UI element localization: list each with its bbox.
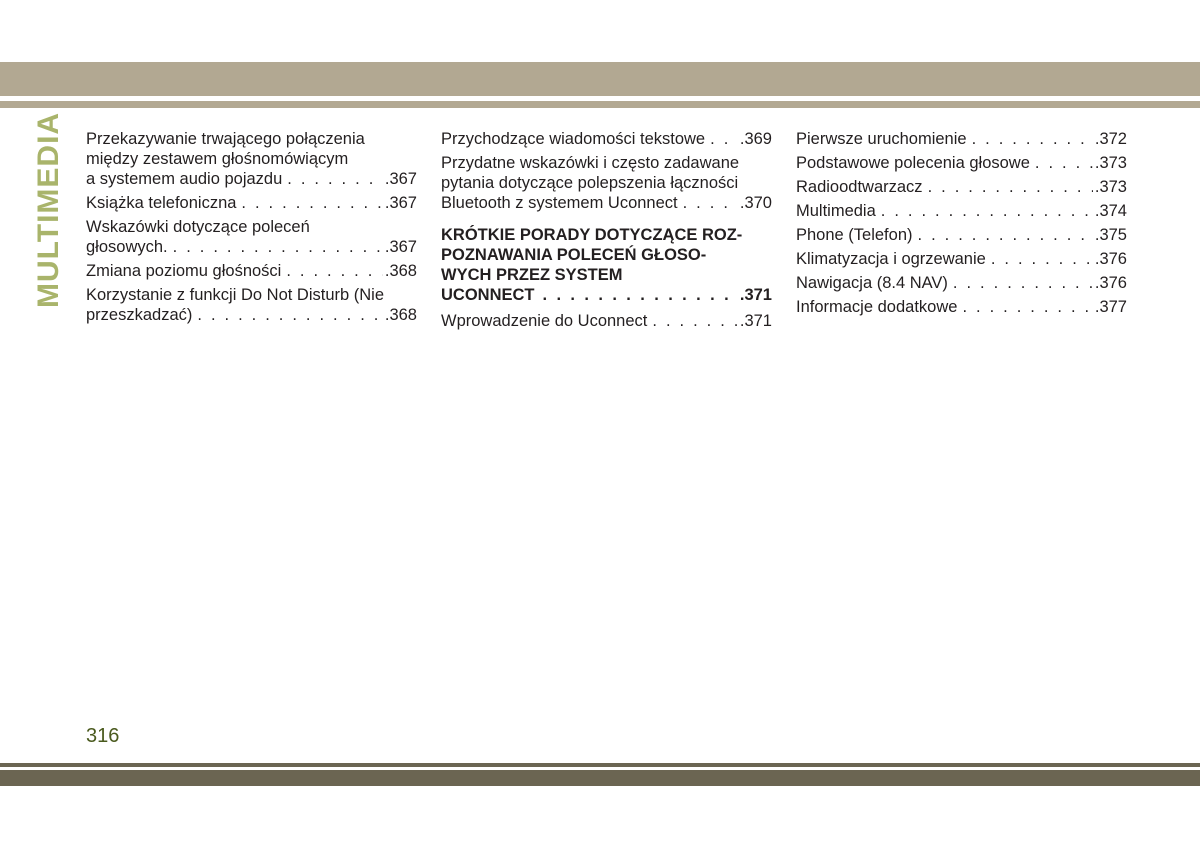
toc-entry[interactable] [86, 217, 417, 257]
dot-leader [236, 193, 382, 213]
toc-entry-text: POZNAWANIA POLECEŃ GŁOSO- [441, 246, 707, 264]
toc-entry-text: Nawigacja (8.4 NAV) [796, 274, 948, 292]
toc-page-ref: .373 [1094, 178, 1127, 196]
toc-entry[interactable] [796, 273, 1127, 293]
toc-page-ref: .372 [1094, 130, 1127, 148]
dot-leader [1030, 153, 1093, 173]
toc-entry[interactable] [796, 201, 1127, 221]
toc-entry-text: UCONNECT [441, 286, 535, 304]
toc-entry-text: Informacje dodatkowe [796, 298, 958, 316]
toc-page-ref: .376 [1094, 250, 1127, 268]
toc-entry-text: Multimedia [796, 202, 876, 220]
toc-entry-text: Bluetooth z systemem Uconnect [441, 194, 678, 212]
toc-entry-text: Radioodtwarzacz [796, 178, 923, 196]
toc-entry-text: Wskazówki dotyczące poleceń [86, 218, 310, 236]
dot-leader [967, 129, 1093, 149]
toc-column-2 [441, 129, 772, 335]
toc-entry-text: przeszkadzać) [86, 306, 193, 324]
toc-entry-text: Przydatne wskazówki i często zadawane [441, 154, 740, 172]
toc-entry-text: Pierwsze uruchomienie [796, 130, 967, 148]
dot-leader [986, 249, 1093, 269]
dot-leader [281, 261, 383, 281]
toc-column-3 [796, 129, 1127, 321]
toc-entry[interactable] [796, 297, 1127, 317]
dot-leader [923, 177, 1093, 197]
dot-leader [913, 225, 1093, 245]
dot-leader [705, 129, 738, 149]
dot-leader [957, 297, 1092, 317]
toc-entry-text: Zmiana poziomu głośności [86, 262, 282, 280]
toc-entry-text: Phone (Telefon) [796, 226, 913, 244]
header-stripe [0, 101, 1200, 108]
toc-entry[interactable] [441, 311, 772, 331]
toc-entry-text: Wprowadzenie do Uconnect [441, 312, 648, 330]
page-number: 316 [86, 725, 120, 747]
toc-page-ref: .369 [739, 130, 772, 148]
footer-band [0, 770, 1200, 786]
toc-page-ref: .377 [1094, 298, 1127, 316]
dot-leader [535, 285, 738, 305]
dot-leader [948, 273, 1093, 293]
toc-page-ref: .367 [384, 238, 417, 256]
toc-entry[interactable] [796, 249, 1127, 269]
toc-entry-text: między zestawem głośnomówiącym [86, 150, 349, 168]
toc-entry[interactable] [441, 153, 772, 213]
toc-entry[interactable] [86, 129, 417, 189]
dot-leader [678, 193, 738, 213]
toc-entry-text: Książka telefoniczna [86, 194, 237, 212]
toc-page-ref: .376 [1094, 274, 1127, 292]
toc-entry[interactable] [796, 129, 1127, 149]
toc-page-ref: .371 [739, 312, 772, 330]
dot-leader [168, 237, 383, 257]
dot-leader [647, 311, 738, 331]
toc-entry[interactable] [86, 285, 417, 325]
footer-stripe [0, 763, 1200, 767]
toc-page-ref: .367 [384, 170, 417, 188]
toc-entry-text: Przekazywanie trwającego połączenia [86, 130, 365, 148]
toc-entry-text: pytania dotyczące polepszenia łączności [441, 174, 739, 192]
toc-entry-text: Przychodzące wiadomości tekstowe [441, 130, 706, 148]
toc-page-ref: .371 [739, 286, 772, 304]
toc-entry-text: Podstawowe polecenia głosowe [796, 154, 1030, 172]
section-side-label: MULTIMEDIA [32, 111, 65, 308]
toc-entry[interactable] [86, 261, 417, 281]
toc-entry[interactable] [796, 177, 1127, 197]
toc-entry[interactable] [441, 129, 772, 149]
dot-leader [192, 305, 383, 325]
toc-page-ref: .370 [739, 194, 772, 212]
toc-entry-text: Klimatyzacja i ogrzewanie [796, 250, 986, 268]
toc-page-ref: .374 [1094, 202, 1127, 220]
toc-entry[interactable] [796, 153, 1127, 173]
toc-entry[interactable] [796, 225, 1127, 245]
toc-section-heading[interactable] [441, 225, 772, 305]
toc-entry-text: KRÓTKIE PORADY DOTYCZĄCE ROZ- [441, 226, 743, 244]
dot-leader [282, 169, 383, 189]
toc-entry[interactable] [86, 193, 417, 213]
toc-page-ref: .368 [384, 262, 417, 280]
dot-leader [876, 201, 1093, 221]
toc-entry-text: Korzystanie z funkcji Do Not Disturb (Nie [86, 286, 385, 304]
toc-entry-text: głosowych. [86, 238, 168, 256]
header-band [0, 62, 1200, 96]
toc-column-1 [86, 129, 417, 329]
toc-page-ref: .368 [384, 306, 417, 324]
toc-page-ref: .375 [1094, 226, 1127, 244]
toc-entry-text: WYCH PRZEZ SYSTEM [441, 266, 623, 284]
toc-entry-text: a systemem audio pojazdu [86, 170, 283, 188]
toc-page-ref: .367 [384, 194, 417, 212]
toc-page-ref: .373 [1094, 154, 1127, 172]
